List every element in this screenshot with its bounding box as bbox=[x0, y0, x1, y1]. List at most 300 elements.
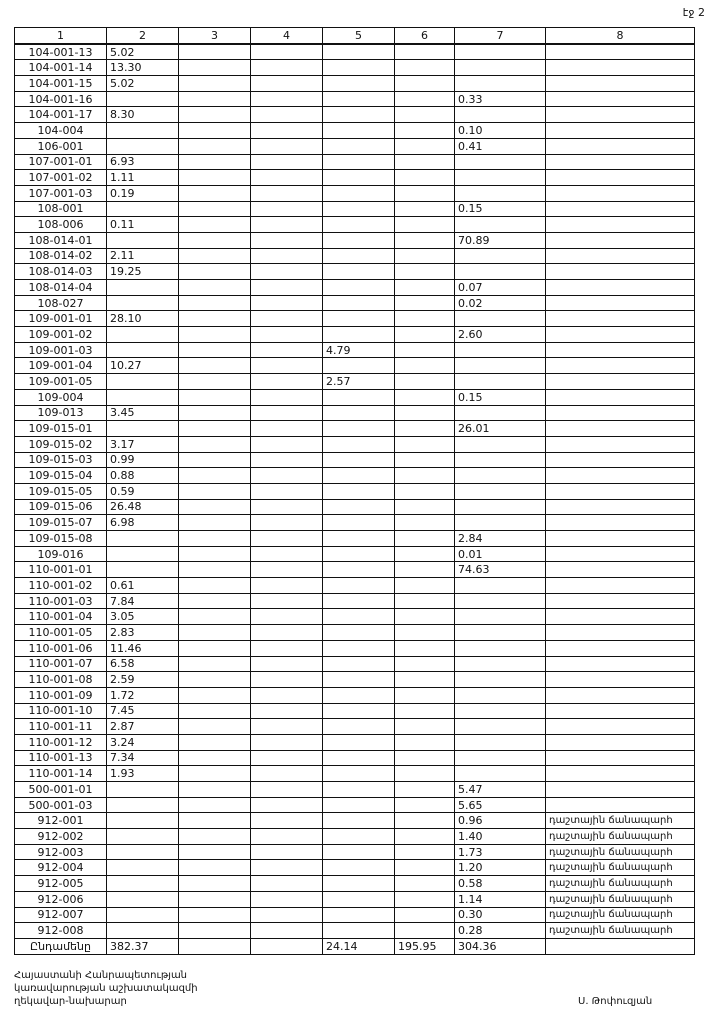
cell-col-3 bbox=[179, 687, 251, 703]
cell-col-2 bbox=[107, 123, 179, 139]
cell-col-7: 304.36 bbox=[455, 938, 546, 954]
cell-col-3 bbox=[179, 813, 251, 829]
cell-col-7: 0.30 bbox=[455, 907, 546, 923]
cell-col-1: 109-015-04 bbox=[15, 468, 107, 484]
table-row bbox=[15, 76, 695, 92]
cell-col-3 bbox=[179, 483, 251, 499]
cell-col-2: 1.93 bbox=[107, 766, 179, 782]
cell-col-2: 2.83 bbox=[107, 625, 179, 641]
cell-col-6 bbox=[395, 719, 455, 735]
cell-col-5 bbox=[323, 562, 395, 578]
cell-col-8 bbox=[546, 750, 695, 766]
cell-col-6 bbox=[395, 468, 455, 484]
cell-col-4 bbox=[251, 154, 323, 170]
cell-col-2: 2.11 bbox=[107, 248, 179, 264]
cell-col-8 bbox=[546, 515, 695, 531]
table-row bbox=[15, 876, 695, 892]
cell-col-8 bbox=[546, 766, 695, 782]
cell-col-1: 104-001-16 bbox=[15, 91, 107, 107]
cell-col-8 bbox=[546, 593, 695, 609]
cell-col-8 bbox=[546, 734, 695, 750]
cell-col-7 bbox=[455, 625, 546, 641]
cell-col-7 bbox=[455, 154, 546, 170]
cell-col-3 bbox=[179, 797, 251, 813]
cell-col-5 bbox=[323, 907, 395, 923]
cell-col-2 bbox=[107, 907, 179, 923]
cell-col-3 bbox=[179, 232, 251, 248]
cell-col-8 bbox=[546, 232, 695, 248]
cell-col-8 bbox=[546, 280, 695, 296]
cell-col-5 bbox=[323, 923, 395, 939]
table-row bbox=[15, 405, 695, 421]
cell-col-3 bbox=[179, 201, 251, 217]
cell-col-3 bbox=[179, 766, 251, 782]
cell-col-6 bbox=[395, 170, 455, 186]
table-row bbox=[15, 374, 695, 390]
cell-col-4 bbox=[251, 876, 323, 892]
cell-col-5: 2.57 bbox=[323, 374, 395, 390]
cell-col-1: 107-001-02 bbox=[15, 170, 107, 186]
cell-col-7 bbox=[455, 593, 546, 609]
cell-col-2: 0.88 bbox=[107, 468, 179, 484]
cell-col-7 bbox=[455, 656, 546, 672]
cell-col-8: դաշտային ճանապարհ bbox=[546, 844, 695, 860]
cell-col-2: 10.27 bbox=[107, 358, 179, 374]
cell-col-3 bbox=[179, 342, 251, 358]
table-row bbox=[15, 217, 695, 233]
table-row bbox=[15, 578, 695, 594]
cell-col-3 bbox=[179, 923, 251, 939]
cell-col-4 bbox=[251, 609, 323, 625]
cell-col-6 bbox=[395, 829, 455, 845]
cell-col-8 bbox=[546, 782, 695, 798]
cell-col-6 bbox=[395, 44, 455, 60]
cell-col-6 bbox=[395, 358, 455, 374]
table-row bbox=[15, 640, 695, 656]
cell-col-7 bbox=[455, 76, 546, 92]
cell-col-5 bbox=[323, 734, 395, 750]
cell-col-7: 5.65 bbox=[455, 797, 546, 813]
cell-col-4 bbox=[251, 170, 323, 186]
cell-col-1: 104-004 bbox=[15, 123, 107, 139]
cell-col-2: 0.61 bbox=[107, 578, 179, 594]
cell-col-4 bbox=[251, 640, 323, 656]
cell-col-2 bbox=[107, 891, 179, 907]
cell-col-3 bbox=[179, 217, 251, 233]
cell-col-7: 0.15 bbox=[455, 389, 546, 405]
cell-col-1: 109-015-08 bbox=[15, 531, 107, 547]
cell-col-1: 109-015-03 bbox=[15, 452, 107, 468]
cell-col-5 bbox=[323, 389, 395, 405]
cell-col-6 bbox=[395, 123, 455, 139]
cell-col-3 bbox=[179, 185, 251, 201]
cell-col-2: 3.05 bbox=[107, 609, 179, 625]
cell-col-3 bbox=[179, 358, 251, 374]
cell-col-6 bbox=[395, 217, 455, 233]
cell-col-2 bbox=[107, 782, 179, 798]
cell-col-8 bbox=[546, 797, 695, 813]
cell-col-1: 109-001-01 bbox=[15, 311, 107, 327]
cell-col-2 bbox=[107, 232, 179, 248]
cell-col-8 bbox=[546, 123, 695, 139]
cell-col-8 bbox=[546, 107, 695, 123]
cell-col-6 bbox=[395, 656, 455, 672]
table-row bbox=[15, 829, 695, 845]
cell-col-7 bbox=[455, 719, 546, 735]
cell-col-7 bbox=[455, 703, 546, 719]
cell-col-7: 0.02 bbox=[455, 295, 546, 311]
cell-col-4 bbox=[251, 421, 323, 437]
cell-col-3 bbox=[179, 327, 251, 343]
cell-col-1: 500-001-03 bbox=[15, 797, 107, 813]
cell-col-2: 382.37 bbox=[107, 938, 179, 954]
cell-col-3 bbox=[179, 436, 251, 452]
cell-col-3 bbox=[179, 719, 251, 735]
cell-col-4 bbox=[251, 593, 323, 609]
cell-col-4 bbox=[251, 44, 323, 60]
cell-col-1: 108-001 bbox=[15, 201, 107, 217]
cell-col-1: 110-001-09 bbox=[15, 687, 107, 703]
cell-col-4 bbox=[251, 625, 323, 641]
cell-col-5 bbox=[323, 656, 395, 672]
cell-col-8 bbox=[546, 342, 695, 358]
cell-col-2: 0.59 bbox=[107, 483, 179, 499]
cell-col-8 bbox=[546, 138, 695, 154]
table-row bbox=[15, 766, 695, 782]
signature-line-3: ղեկավար-նախարար bbox=[14, 996, 127, 1007]
cell-col-4 bbox=[251, 405, 323, 421]
cell-col-1: 108-027 bbox=[15, 295, 107, 311]
table-row bbox=[15, 923, 695, 939]
cell-col-5 bbox=[323, 217, 395, 233]
table-row bbox=[15, 593, 695, 609]
data-table bbox=[14, 27, 695, 955]
cell-col-5 bbox=[323, 154, 395, 170]
cell-col-3 bbox=[179, 170, 251, 186]
cell-col-2: 6.58 bbox=[107, 656, 179, 672]
table-row bbox=[15, 672, 695, 688]
cell-col-4 bbox=[251, 138, 323, 154]
cell-col-8 bbox=[546, 154, 695, 170]
table-row bbox=[15, 60, 695, 76]
table-row bbox=[15, 703, 695, 719]
cell-col-8: դաշտային ճանապարհ bbox=[546, 829, 695, 845]
cell-col-2: 26.48 bbox=[107, 499, 179, 515]
cell-col-4 bbox=[251, 860, 323, 876]
table-row bbox=[15, 625, 695, 641]
cell-col-7 bbox=[455, 483, 546, 499]
cell-col-2: 2.59 bbox=[107, 672, 179, 688]
cell-col-3 bbox=[179, 938, 251, 954]
cell-col-6 bbox=[395, 687, 455, 703]
table-row bbox=[15, 656, 695, 672]
cell-col-1: 109-016 bbox=[15, 546, 107, 562]
cell-col-8 bbox=[546, 405, 695, 421]
cell-col-1: 104-001-15 bbox=[15, 76, 107, 92]
table-row bbox=[15, 531, 695, 547]
cell-col-5 bbox=[323, 891, 395, 907]
cell-col-8 bbox=[546, 625, 695, 641]
cell-col-1: 104-001-14 bbox=[15, 60, 107, 76]
cell-col-3 bbox=[179, 546, 251, 562]
cell-col-1: 912-002 bbox=[15, 829, 107, 845]
cell-col-6: 195.95 bbox=[395, 938, 455, 954]
cell-col-7 bbox=[455, 374, 546, 390]
cell-col-6 bbox=[395, 782, 455, 798]
cell-col-3 bbox=[179, 844, 251, 860]
table-row bbox=[15, 750, 695, 766]
cell-col-6 bbox=[395, 766, 455, 782]
cell-col-5 bbox=[323, 311, 395, 327]
cell-col-5 bbox=[323, 201, 395, 217]
cell-col-5 bbox=[323, 295, 395, 311]
cell-col-2: 7.84 bbox=[107, 593, 179, 609]
cell-col-2 bbox=[107, 91, 179, 107]
cell-col-2 bbox=[107, 374, 179, 390]
cell-col-6 bbox=[395, 593, 455, 609]
cell-col-3 bbox=[179, 280, 251, 296]
cell-col-1: 110-001-01 bbox=[15, 562, 107, 578]
cell-col-5 bbox=[323, 232, 395, 248]
cell-col-1: 109-015-07 bbox=[15, 515, 107, 531]
cell-col-6 bbox=[395, 499, 455, 515]
cell-col-8 bbox=[546, 452, 695, 468]
cell-col-6 bbox=[395, 421, 455, 437]
cell-col-4 bbox=[251, 938, 323, 954]
cell-col-1: 110-001-13 bbox=[15, 750, 107, 766]
cell-col-7 bbox=[455, 170, 546, 186]
cell-col-1: 108-014-01 bbox=[15, 232, 107, 248]
cell-col-2 bbox=[107, 201, 179, 217]
cell-col-1: 109-015-05 bbox=[15, 483, 107, 499]
cell-col-7 bbox=[455, 452, 546, 468]
cell-col-6 bbox=[395, 374, 455, 390]
cell-col-5 bbox=[323, 44, 395, 60]
cell-col-4 bbox=[251, 280, 323, 296]
cell-col-7: 0.33 bbox=[455, 91, 546, 107]
cell-col-3 bbox=[179, 609, 251, 625]
cell-col-1: 109-013 bbox=[15, 405, 107, 421]
cell-col-7: 0.07 bbox=[455, 280, 546, 296]
cell-col-7: 74.63 bbox=[455, 562, 546, 578]
cell-col-4 bbox=[251, 76, 323, 92]
cell-col-3 bbox=[179, 907, 251, 923]
cell-col-4 bbox=[251, 295, 323, 311]
cell-col-1: 107-001-03 bbox=[15, 185, 107, 201]
cell-col-7 bbox=[455, 734, 546, 750]
cell-col-4 bbox=[251, 248, 323, 264]
cell-col-7: 0.28 bbox=[455, 923, 546, 939]
cell-col-2 bbox=[107, 138, 179, 154]
cell-col-3 bbox=[179, 860, 251, 876]
cell-col-4 bbox=[251, 734, 323, 750]
cell-col-4 bbox=[251, 311, 323, 327]
cell-col-5 bbox=[323, 358, 395, 374]
cell-col-1: 912-006 bbox=[15, 891, 107, 907]
cell-col-6 bbox=[395, 672, 455, 688]
cell-col-2: 5.02 bbox=[107, 44, 179, 60]
signature-line-2: կառավարության աշխատակազմի bbox=[14, 983, 198, 994]
cell-col-1: 108-014-03 bbox=[15, 264, 107, 280]
cell-col-7: 2.60 bbox=[455, 327, 546, 343]
cell-col-6 bbox=[395, 342, 455, 358]
cell-col-3 bbox=[179, 562, 251, 578]
cell-col-8 bbox=[546, 609, 695, 625]
cell-col-5 bbox=[323, 860, 395, 876]
cell-col-2 bbox=[107, 844, 179, 860]
cell-col-5 bbox=[323, 797, 395, 813]
cell-col-1: 912-001 bbox=[15, 813, 107, 829]
cell-col-2: 6.98 bbox=[107, 515, 179, 531]
cell-col-6 bbox=[395, 891, 455, 907]
cell-col-6 bbox=[395, 154, 455, 170]
table-row bbox=[15, 342, 695, 358]
cell-col-4 bbox=[251, 483, 323, 499]
cell-col-8 bbox=[546, 421, 695, 437]
table-row bbox=[15, 107, 695, 123]
cell-col-8 bbox=[546, 91, 695, 107]
cell-col-7: 1.40 bbox=[455, 829, 546, 845]
table-row bbox=[15, 483, 695, 499]
cell-col-4 bbox=[251, 264, 323, 280]
cell-col-6 bbox=[395, 813, 455, 829]
cell-col-6 bbox=[395, 703, 455, 719]
cell-col-6 bbox=[395, 531, 455, 547]
table-row bbox=[15, 264, 695, 280]
table-row bbox=[15, 907, 695, 923]
cell-col-7: 1.20 bbox=[455, 860, 546, 876]
table-row bbox=[15, 452, 695, 468]
cell-col-5 bbox=[323, 719, 395, 735]
cell-col-1: 109-001-04 bbox=[15, 358, 107, 374]
cell-col-8 bbox=[546, 295, 695, 311]
table-row bbox=[15, 687, 695, 703]
cell-col-7 bbox=[455, 311, 546, 327]
cell-col-8: 8 bbox=[546, 28, 695, 44]
cell-col-6 bbox=[395, 609, 455, 625]
cell-col-4 bbox=[251, 782, 323, 798]
cell-col-8 bbox=[546, 468, 695, 484]
cell-col-1: 108-014-02 bbox=[15, 248, 107, 264]
cell-col-8: դաշտային ճանապարհ bbox=[546, 813, 695, 829]
cell-col-5 bbox=[323, 60, 395, 76]
cell-col-6 bbox=[395, 327, 455, 343]
cell-col-3 bbox=[179, 138, 251, 154]
cell-col-5 bbox=[323, 499, 395, 515]
cell-col-8 bbox=[546, 311, 695, 327]
cell-col-7 bbox=[455, 264, 546, 280]
cell-col-4 bbox=[251, 923, 323, 939]
cell-col-5 bbox=[323, 515, 395, 531]
cell-col-8 bbox=[546, 217, 695, 233]
cell-col-8 bbox=[546, 703, 695, 719]
page-number: էջ 2 bbox=[682, 6, 705, 19]
cell-col-4 bbox=[251, 766, 323, 782]
cell-col-8 bbox=[546, 719, 695, 735]
cell-col-6 bbox=[395, 280, 455, 296]
cell-col-3 bbox=[179, 876, 251, 892]
total-row bbox=[15, 938, 695, 954]
cell-col-6 bbox=[395, 107, 455, 123]
cell-col-3 bbox=[179, 123, 251, 139]
cell-col-1: 110-001-10 bbox=[15, 703, 107, 719]
cell-col-6 bbox=[395, 860, 455, 876]
cell-col-6 bbox=[395, 232, 455, 248]
cell-col-7 bbox=[455, 640, 546, 656]
table-row bbox=[15, 44, 695, 60]
cell-col-1: 109-001-02 bbox=[15, 327, 107, 343]
cell-col-8 bbox=[546, 531, 695, 547]
cell-col-8 bbox=[546, 170, 695, 186]
cell-col-3 bbox=[179, 499, 251, 515]
cell-col-8: դաշտային ճանապարհ bbox=[546, 860, 695, 876]
cell-col-2: 3.45 bbox=[107, 405, 179, 421]
cell-col-2: 3.17 bbox=[107, 436, 179, 452]
cell-col-5 bbox=[323, 593, 395, 609]
cell-col-3 bbox=[179, 405, 251, 421]
cell-col-7 bbox=[455, 468, 546, 484]
table-row bbox=[15, 154, 695, 170]
cell-col-1: 110-001-05 bbox=[15, 625, 107, 641]
cell-col-2 bbox=[107, 342, 179, 358]
table-row bbox=[15, 546, 695, 562]
cell-col-4 bbox=[251, 578, 323, 594]
cell-col-5 bbox=[323, 185, 395, 201]
cell-col-8 bbox=[546, 327, 695, 343]
cell-col-1: 110-001-02 bbox=[15, 578, 107, 594]
table-row bbox=[15, 719, 695, 735]
table-row bbox=[15, 860, 695, 876]
cell-col-3 bbox=[179, 452, 251, 468]
cell-col-5 bbox=[323, 91, 395, 107]
cell-col-2: 5.02 bbox=[107, 76, 179, 92]
cell-col-5: 24.14 bbox=[323, 938, 395, 954]
cell-col-5 bbox=[323, 672, 395, 688]
cell-col-3 bbox=[179, 578, 251, 594]
cell-col-3 bbox=[179, 295, 251, 311]
cell-col-7 bbox=[455, 750, 546, 766]
cell-col-1: 912-004 bbox=[15, 860, 107, 876]
cell-col-6 bbox=[395, 264, 455, 280]
cell-col-6 bbox=[395, 797, 455, 813]
table-row bbox=[15, 311, 695, 327]
cell-col-8 bbox=[546, 499, 695, 515]
cell-col-5 bbox=[323, 76, 395, 92]
cell-col-4 bbox=[251, 91, 323, 107]
cell-col-7: 2.84 bbox=[455, 531, 546, 547]
cell-col-6 bbox=[395, 844, 455, 860]
cell-col-8 bbox=[546, 546, 695, 562]
cell-col-2: 6.93 bbox=[107, 154, 179, 170]
cell-col-8 bbox=[546, 358, 695, 374]
cell-col-5 bbox=[323, 452, 395, 468]
table-row bbox=[15, 609, 695, 625]
cell-col-4 bbox=[251, 546, 323, 562]
cell-col-3 bbox=[179, 76, 251, 92]
cell-col-4 bbox=[251, 374, 323, 390]
cell-col-6 bbox=[395, 483, 455, 499]
cell-col-6 bbox=[395, 750, 455, 766]
cell-col-5 bbox=[323, 640, 395, 656]
cell-col-1: 912-008 bbox=[15, 923, 107, 939]
cell-col-5 bbox=[323, 405, 395, 421]
cell-col-1: 110-001-03 bbox=[15, 593, 107, 609]
cell-col-7: 1.73 bbox=[455, 844, 546, 860]
cell-col-6 bbox=[395, 405, 455, 421]
cell-col-8 bbox=[546, 578, 695, 594]
cell-col-7: 0.96 bbox=[455, 813, 546, 829]
cell-col-6 bbox=[395, 876, 455, 892]
